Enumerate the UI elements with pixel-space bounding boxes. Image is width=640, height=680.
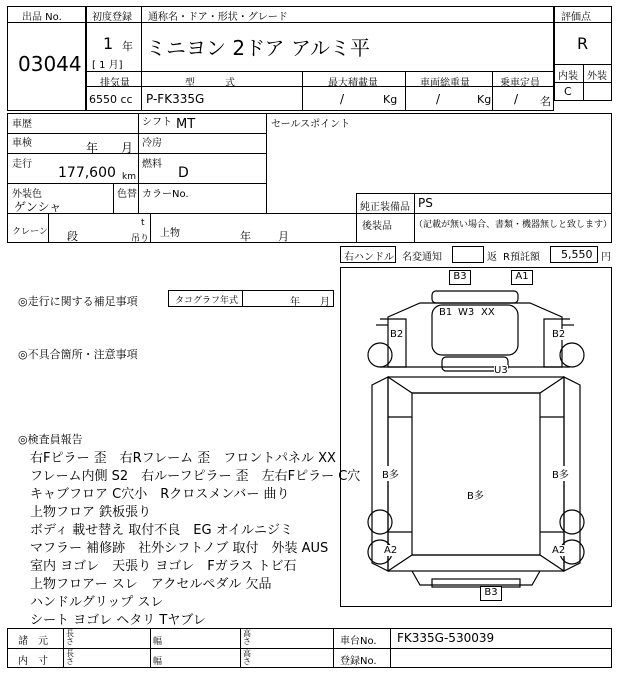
displacement-label: 排気量	[100, 78, 130, 89]
damage-mark-b-many-right: B多	[552, 466, 569, 481]
body-month: 月	[278, 230, 289, 243]
length-label: 長さ	[66, 649, 74, 666]
sales-point-label: セールスポイント	[271, 119, 351, 130]
crane-label: クレーン	[12, 227, 48, 237]
inspector-line: ハンドルグリップ スレ	[30, 595, 164, 610]
capacity-label: 乗車定員	[500, 78, 540, 89]
truck-diagram	[340, 267, 612, 607]
damage-mark-a2-left: A2	[384, 545, 398, 556]
tax-label: 返	[487, 252, 497, 263]
gross-weight-unit: Kg	[477, 93, 492, 106]
inspection-year: 年	[86, 141, 99, 155]
height-label: 高さ	[243, 629, 251, 646]
ext-color-value: ゲンシャ	[14, 200, 62, 214]
gross-weight-label: 車両総重量	[420, 78, 470, 89]
inspector-title: ◎検査員報告	[18, 433, 83, 446]
damage-mark-b-many-left: B多	[382, 466, 399, 481]
name-change-box	[452, 246, 484, 263]
body-year: 年	[240, 230, 251, 243]
r-cost-label: R預託額	[503, 252, 540, 263]
damage-mark-b1: B1	[439, 307, 453, 318]
interior-label: 内装	[558, 71, 578, 82]
damage-mark-b-many-center: B多	[467, 487, 484, 502]
exterior-label: 外装	[587, 71, 607, 82]
gross-weight-value: /	[436, 92, 441, 106]
inspection-month: 月	[121, 141, 134, 155]
chassis-label: 車台No.	[340, 636, 377, 647]
damage-mark-u3: U3	[494, 365, 508, 376]
defects-title: ◎不具合箇所・注意事項	[18, 348, 138, 361]
aircon-label: 冷房	[142, 138, 162, 149]
inspector-line: ボディ 載せ替え 取付不良 EG オイルニジミ	[30, 523, 293, 538]
damage-mark-a1: A1	[511, 270, 533, 285]
interior-grade: C	[564, 85, 572, 98]
aftermarket-label: 後装品	[362, 221, 392, 232]
body-label: 上物	[160, 228, 180, 239]
vehicle-name: ミニヨン 2ドア アルミ平	[146, 36, 371, 60]
model: P-FK335G	[146, 92, 205, 106]
model-label: 型 式	[185, 78, 235, 89]
damage-mark-xx: XX	[481, 307, 495, 318]
name-change-label: 名変通知	[402, 252, 442, 263]
equipment-label: 純正装備品	[360, 202, 410, 213]
equipment-value: PS	[418, 196, 433, 210]
color-swap-label: 色替	[117, 189, 137, 200]
width-label: 幅	[153, 637, 163, 647]
driving-title: ◎走行に関する補足事項	[18, 295, 138, 308]
history-label: 車歴	[12, 119, 32, 130]
damage-mark-b3-rear: B3	[480, 586, 502, 601]
reg-label: 登録No.	[340, 656, 377, 667]
capacity-value: /	[514, 92, 519, 106]
inspector-line: キャブフロア C穴小 Rクロスメンバー 曲り	[30, 487, 290, 502]
inspection-label: 車検	[12, 138, 32, 149]
first-reg-month: [ 1 月]	[92, 60, 123, 71]
damage-mark-b2-left: B2	[390, 329, 404, 340]
lot-number: 03044	[18, 52, 82, 76]
height-label: 高さ	[243, 649, 251, 666]
mileage-unit: km	[122, 172, 136, 182]
r-cost-value: 5,550	[561, 248, 593, 261]
damage-mark-w3: W3	[458, 307, 475, 318]
first-reg-label: 初度登録	[92, 12, 132, 23]
chassis-value: FK335G-530039	[397, 631, 495, 645]
max-load-label: 最大積載量	[328, 78, 378, 89]
crane-tsuri: 吊り	[131, 234, 150, 244]
inspector-line: 上物フロアー スレ アクセルペダル 欠品	[30, 577, 272, 592]
color-no-label: カラーNo.	[142, 189, 189, 200]
shift-value: MT	[176, 117, 196, 132]
inspector-line: 上物フロア 鉄板張り	[30, 505, 152, 520]
max-load-value: /	[340, 92, 345, 106]
capacity-unit: 名	[540, 95, 551, 108]
crane-t: t	[141, 218, 145, 228]
year-unit: 年	[122, 40, 133, 53]
mileage-value: 177,600	[58, 165, 116, 181]
r-cost-unit: 円	[601, 252, 611, 263]
first-reg-year: 1	[103, 34, 114, 53]
tachograph-label: タコグラフ年式	[175, 296, 239, 306]
damage-mark-b3-front: B3	[449, 270, 471, 285]
grade-value: R	[577, 34, 589, 53]
mileage-label: 走行	[12, 159, 32, 170]
aftermarket-note: （記載が無い場合、書類・機器無しと致します）	[414, 220, 613, 230]
vehicle-name-label: 通称名・ドア・形状・グレード	[148, 12, 288, 23]
inspector-line: マフラー 補修跡 社外シフトノブ 取付 外装 AUS	[30, 541, 329, 556]
tacho-month: 月	[320, 297, 330, 308]
inspector-line: シート ヨゴレ ヘタリ Tヤブレ	[30, 613, 206, 628]
naisun-label: 内 寸	[18, 656, 48, 667]
inspector-line: 右Fピラー 歪 右Rフレーム 歪 フロントパネル XX	[30, 451, 336, 466]
ext-color-label: 外装色	[12, 189, 42, 200]
shokyu-label: 諸 元	[18, 636, 48, 647]
damage-mark-b2-right: B2	[552, 329, 566, 340]
inspector-line: 室内 ヨゴレ 天張り ヨゴレ Fガラス トビ石	[30, 559, 297, 574]
width-label: 幅	[153, 657, 163, 667]
tacho-year: 年	[290, 297, 300, 308]
fuel-value: D	[178, 165, 189, 181]
lot-label: 出品 No.	[22, 12, 62, 23]
inspector-line: フレーム内側 S2 右ルーフピラー 歪 左右Fピラー C穴	[30, 469, 361, 484]
right-handle: 右ハンドル	[344, 252, 394, 263]
grade-label: 評価点	[561, 12, 591, 23]
damage-mark-a2-right: A2	[552, 545, 566, 556]
shift-label: シフト	[142, 117, 172, 128]
length-label: 長さ	[66, 629, 74, 646]
displacement: 6550 cc	[89, 93, 133, 106]
crane-dan: 段	[67, 230, 78, 243]
fuel-label: 燃料	[142, 159, 162, 170]
max-load-unit: Kg	[383, 93, 398, 106]
